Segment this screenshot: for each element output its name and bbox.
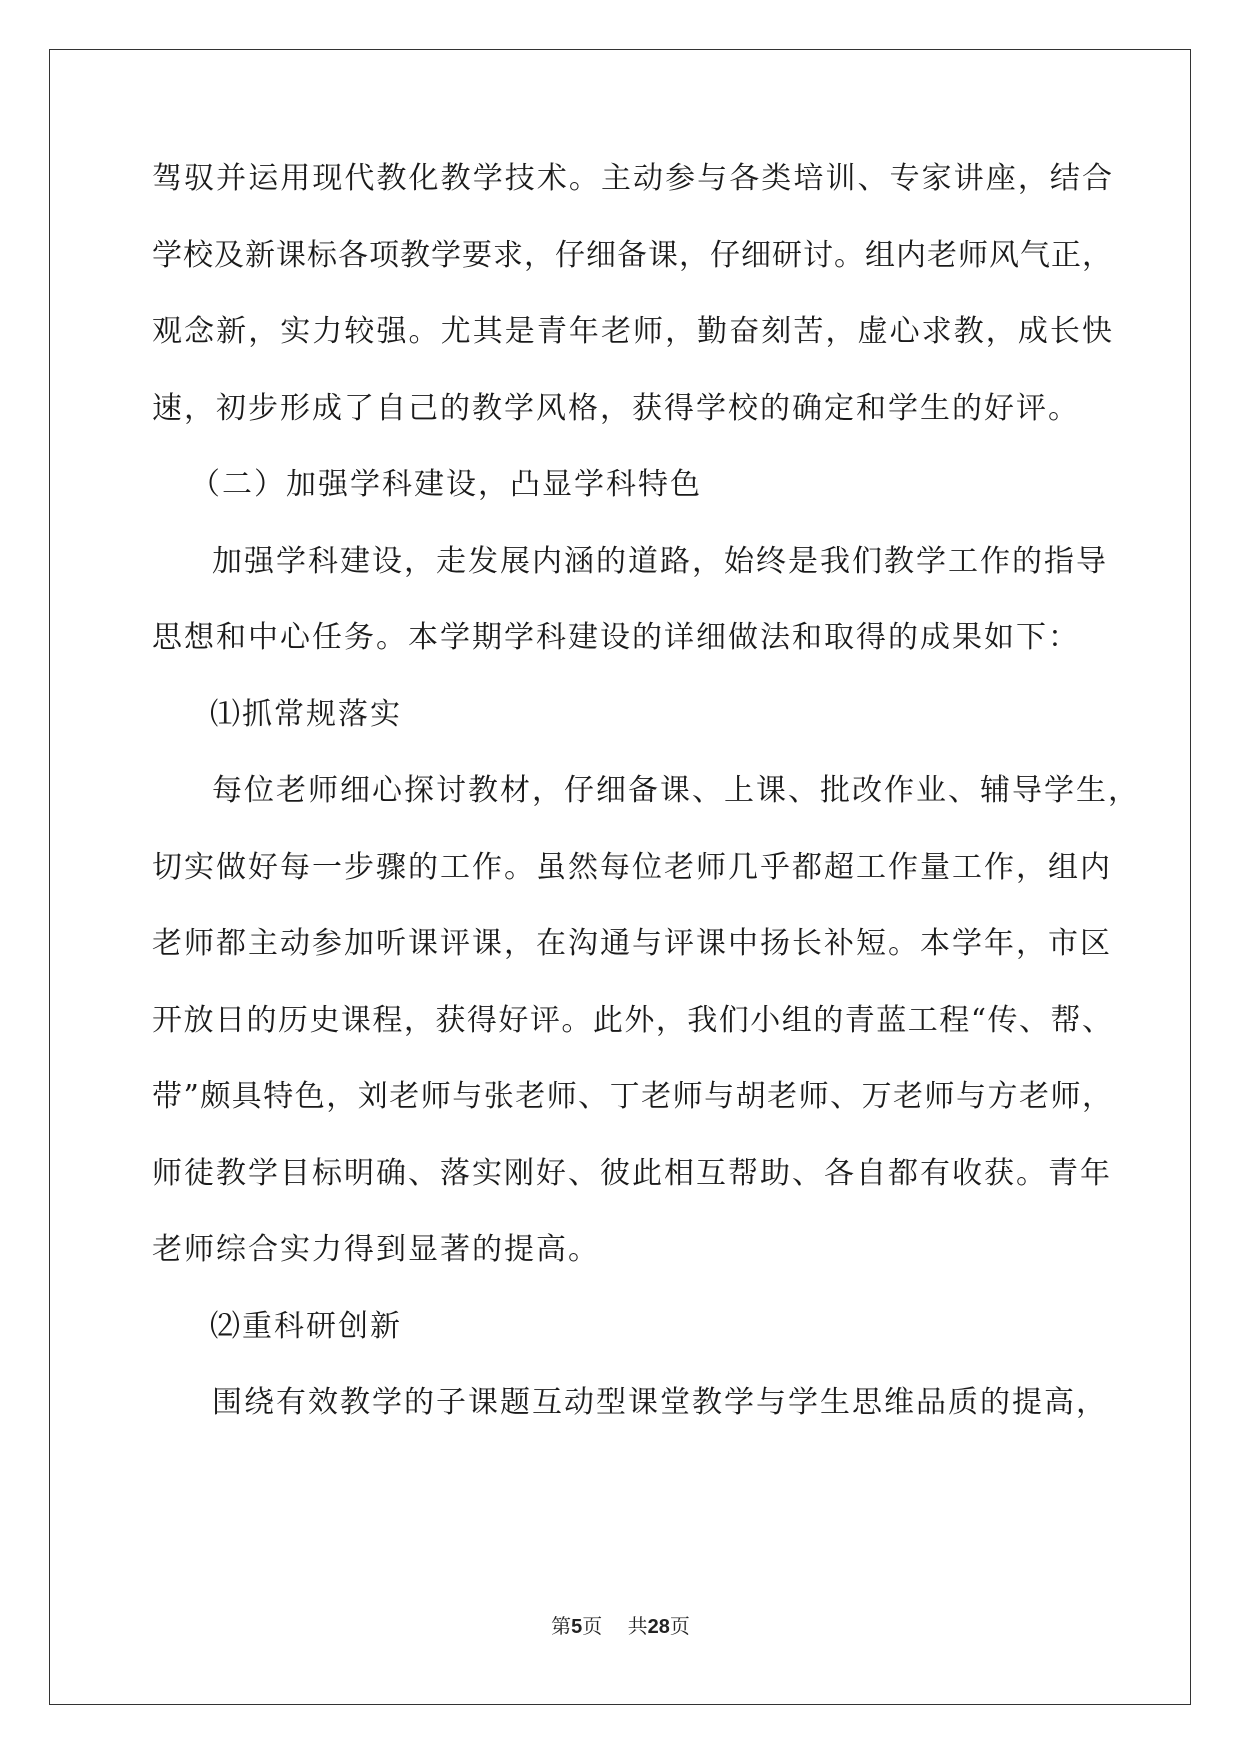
text-line-6: 加强学科建设，走发展内涵的道路，始终是我们教学工作的指导 [212, 544, 1108, 579]
text-line-14: 师徒教学目标明确、落实刚好、彼此相互帮助、各自都有收获。青年 [152, 1156, 1112, 1191]
footer-total-suffix: 页 [669, 1614, 690, 1638]
footer-total-pages: 28 [647, 1616, 670, 1638]
text-line-1: 驾驭并运用现代教化教学技术。主动参与各类培训、专家讲座，结合 [152, 161, 1112, 196]
subheading-2: ⑵重科研创新 [210, 1309, 402, 1344]
footer-page-suffix: 页 [582, 1614, 603, 1638]
text-line-10: 切实做好每一步骤的工作。虽然每位老师几乎都超工作量工作，组内 [152, 850, 1112, 885]
text-line-12: 开放日的历史课程，获得好评。此外，我们小组的青蓝工程“传、帮、 [152, 1003, 1112, 1038]
text-line-4: 速，初步形成了自己的教学风格，获得学校的确定和学生的好评。 [152, 391, 1080, 426]
subheading-1: ⑴抓常规落实 [210, 697, 402, 732]
text-line-13: 带”颇具特色，刘老师与张老师、丁老师与胡老师、万老师与方老师， [152, 1079, 1112, 1114]
footer-page-prefix: 第 [551, 1614, 572, 1638]
text-line-3: 观念新，实力较强。尤其是青年老师，勤奋刻苦，虚心求教，成长快 [152, 314, 1112, 349]
text-line-11: 老师都主动参加听课评课，在沟通与评课中扬长补短。本学年，市区 [152, 926, 1112, 961]
footer-total-prefix: 共 [627, 1614, 648, 1638]
text-line-9: 每位老师细心探讨教材，仔细备课、上课、批改作业、辅导学生， [212, 773, 1140, 808]
page-footer [0, 1614, 1241, 1639]
text-line-7: 思想和中心任务。本学期学科建设的详细做法和取得的成果如下： [152, 620, 1080, 655]
text-line-2: 学校及新课标各项教学要求，仔细备课，仔细研讨。组内老师风气正， [152, 238, 1112, 273]
text-line-17: 围绕有效教学的子课题互动型课堂教学与学生思维品质的提高， [212, 1385, 1108, 1420]
footer-page-number: 5 [571, 1616, 583, 1638]
text-line-15: 老师综合实力得到显著的提高。 [152, 1232, 600, 1267]
section-heading: （二）加强学科建设，凸显学科特色 [190, 467, 702, 502]
